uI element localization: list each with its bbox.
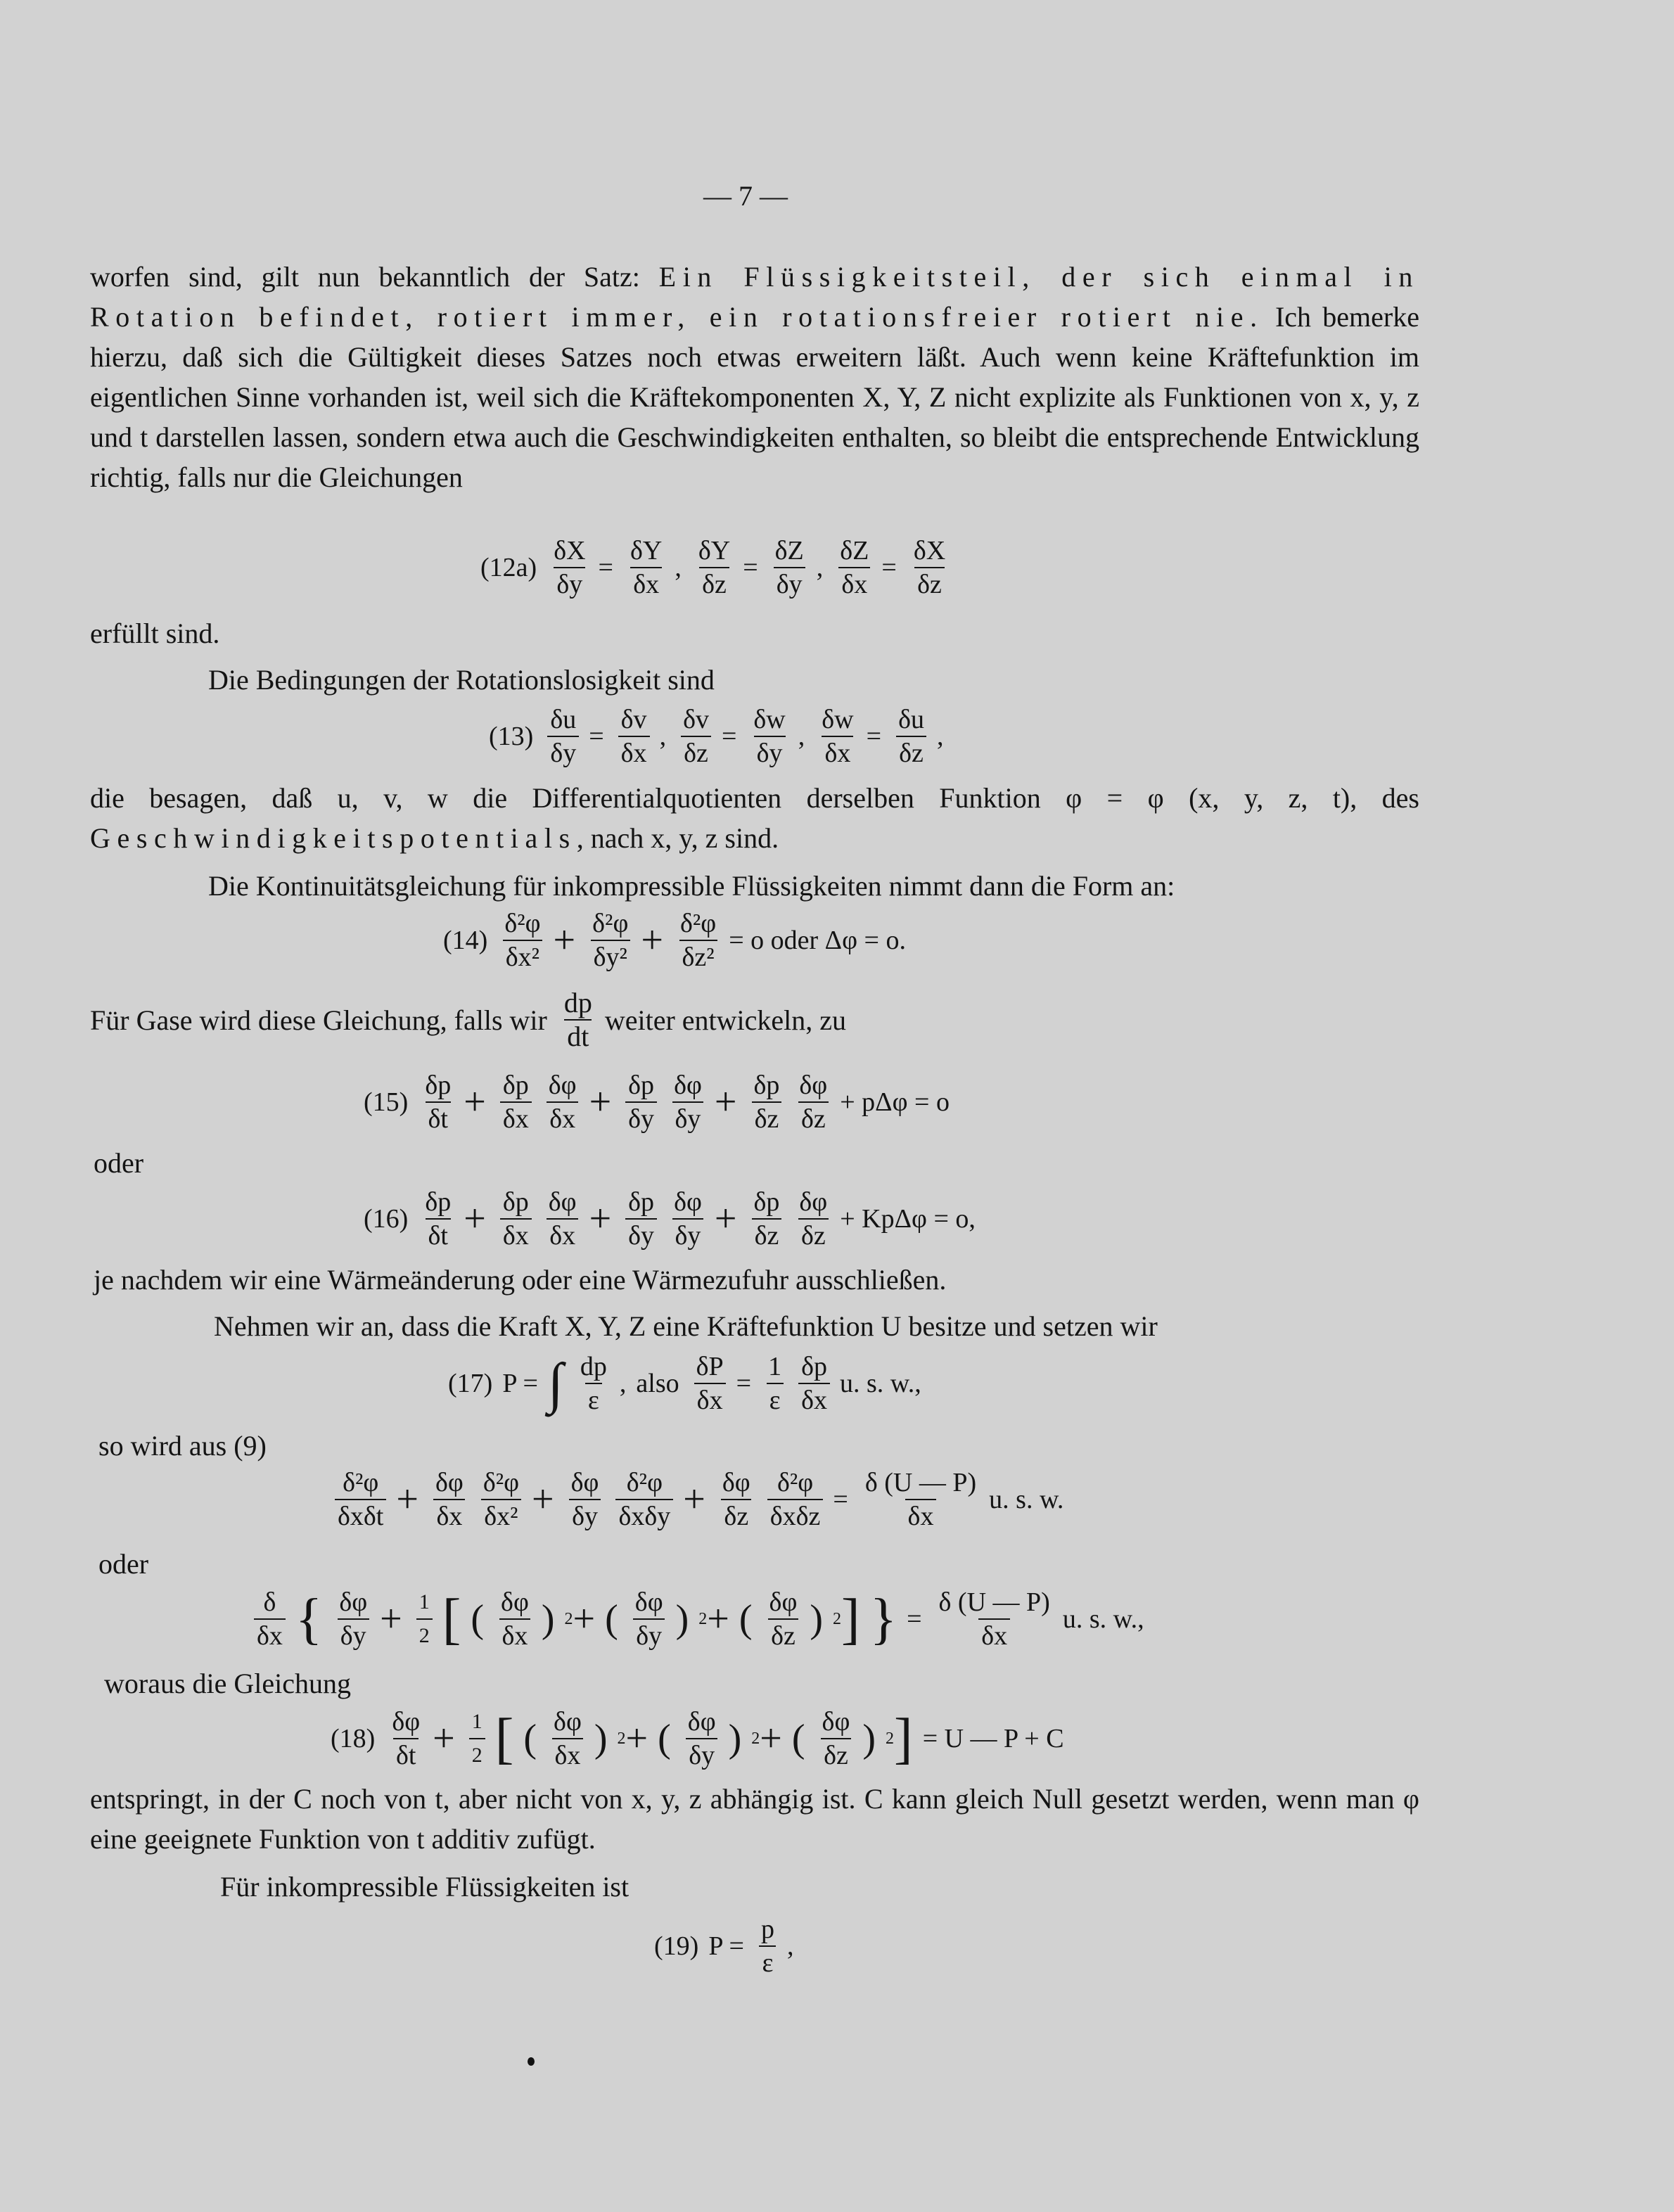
paragraph-2: erfüllt sind. bbox=[90, 618, 220, 649]
equation-continuation-b: $\frac{\delta}{\delta x}$ { $\frac{\delta\varphi}{\delta y}$ + $\frac{1}{2}$ [ ( $\frac{\delta\varphi}{\delta x}$ ) 2 + ( $\frac{\delta\varphi}{\delta y}$ ) 2 + ( $\frac{\delta\varphi}{\delta z}$ ) 2 ] } = $\frac{\delta (U — P)}{\delta x}$ u. s. w., bbox=[250, 1586, 1154, 1652]
spaced-emphasis: Ein Flüssigkeitsteil, der sich einmal in Rotation befindet, rotiert immer, ein rotationsfreier rotiert nie. bbox=[90, 261, 1419, 333]
paragraph-9: Nehmen wir an, dass die Kraft X, Y, Z eine Kräftefunktion U besitze und setzen wir bbox=[214, 1310, 1158, 1342]
paragraph-11: oder bbox=[98, 1548, 149, 1580]
paragraph-1: worfen sind, gilt nun bekanntlich der Satz: Ein Flüssigkeitsteil, der sich einmal in Rotation befindet, rotiert immer, ein rotationsfreier rotiert nie. Ich bemerke hierzu, daß sich die Gültigkeit dieses Satzes noch etwas erweitern läßt. Auch wenn keine Kräftefunktion im eigentlichen Sinne vorhanden ist, weil sich die Kräftekomponenten X, Y, Z nicht explizite als Funktionen von x, y, z und t darstellen lassen, sondern etwa auch die Geschwindigkeiten enthalten, so bleibt die entsprechende Entwicklung richtig, falls nur die Gleichungen bbox=[90, 261, 1419, 493]
equation-17: (17) P = ∫ $\frac{dp}{\varepsilon}$ , also $\frac{\delta P}{\delta x}$ = $\frac{1}{\varepsilon}$ $\frac{\delta p}{\delta x}$ u. s. w., bbox=[448, 1352, 921, 1415]
equation-16: (16) $\frac{\delta p}{\delta t}$ + $\frac{\delta p}{\delta x}$ $\frac{\delta\varphi}{\delta x}$ + $\frac{\delta p}{\delta y}$ $\frac{\delta\varphi}{\delta y}$ + $\frac{\delta p}{\delta z}$ $\frac{\delta\varphi}{\delta z}$ + KpΔφ = o, bbox=[364, 1187, 976, 1251]
page-number: — 7 — bbox=[703, 180, 788, 212]
paragraph-10: so wird aus (9) bbox=[98, 1430, 267, 1462]
equation-12a: (12a) $\frac{\delta X}{\delta y}$ = $\frac{\delta Y}{\delta x}$ , $\frac{\delta Y}{\delta z}$ = $\frac{\delta Z}{\delta y}$ , $\frac{\delta Z}{\delta x}$ = $\frac{\delta X}{\delta z}$ bbox=[480, 536, 946, 599]
equation-15: (15) $\frac{\delta p}{\delta t}$ + $\frac{\delta p}{\delta x}$ $\frac{\delta\varphi}{\delta x}$ + $\frac{\delta p}{\delta y}$ $\frac{\delta\varphi}{\delta y}$ + $\frac{\delta p}{\delta z}$ $\frac{\delta\varphi}{\delta z}$ + pΔφ = o bbox=[364, 1070, 950, 1134]
equation-13: (13) $\frac{\delta u}{\delta y}$ = $\frac{\delta v}{\delta x}$ , $\frac{\delta v}{\delta z}$ = $\frac{\delta w}{\delta y}$ , $\frac{\delta w}{\delta x}$ = $\frac{\delta u}{\delta z}$ , bbox=[489, 705, 944, 768]
ink-spot bbox=[528, 2057, 535, 2066]
paragraph-3: Die Bedingungen der Rotationslosigkeit sind bbox=[208, 664, 715, 696]
paragraph-13: entspringt, in der C noch von t, aber nicht von x, y, z abhängig ist. C kann gleich Null gesetzt werden, wenn man φ eine geeignete Funktion von t additiv zufügt. bbox=[90, 1783, 1419, 1855]
equation-19: (19) P = $\frac{p}{\varepsilon}$ , bbox=[654, 1914, 794, 1978]
paragraph-8: je nachdem wir eine Wärmeänderung oder eine Wärmezufuhr ausschließen. bbox=[94, 1264, 947, 1296]
paragraph-7: oder bbox=[94, 1147, 144, 1179]
equation-continuation-a: $\frac{\text{δ²φ}}{\text{δxδt}}$ + $\frac{\delta\varphi}{\delta x}$ $\frac{\text{δ²φ}}{\text{δx²}}$ + $\frac{\delta\varphi}{\delta y}$ $\frac{\text{δ²φ}}{\text{δxδy}}$ + $\frac{\delta\varphi}{\delta z}$ $\frac{\text{δ²φ}}{\text{δxδz}}$ = $\frac{\delta (U — P)}{\delta x}$ u. s. w. bbox=[331, 1466, 1073, 1533]
paragraph-12: woraus die Gleichung bbox=[104, 1668, 352, 1699]
equation-18: (18) $\frac{\delta\varphi}{\delta t}$ + $\frac{1}{2}$ [ ( $\frac{\delta\varphi}{\delta x}$ ) 2 + ( $\frac{\delta\varphi}{\delta y}$ ) 2 + ( $\frac{\delta\varphi}{\delta z}$ ) 2 ] = U — P + C bbox=[331, 1707, 1064, 1770]
paragraph-4: die besagen, daß u, v, w die Differentialquotienten derselben Funktion φ = φ (x, y, z, t), des Geschwindigkeitspotentials, nach x, y, z sind. bbox=[90, 782, 1419, 854]
equation-14: (14) $\frac{\text{δ²φ}}{\text{δx²}}$ + $\frac{\text{δ²φ}}{\text{δy²}}$ + $\frac{\text{δ²φ}}{\text{δz²}}$ = o oder Δφ = o. bbox=[443, 909, 906, 972]
paragraph-6: Für Gase wird diese Gleichung, falls wir $\frac{dp}{dt}$ weiter entwickeln, zu bbox=[90, 987, 847, 1052]
paragraph-5: Die Kontinuitätsgleichung für inkompressible Flüssigkeiten nimmt dann die Form an: bbox=[208, 870, 1175, 902]
paragraph-14: Für inkompressible Flüssigkeiten ist bbox=[220, 1871, 630, 1903]
